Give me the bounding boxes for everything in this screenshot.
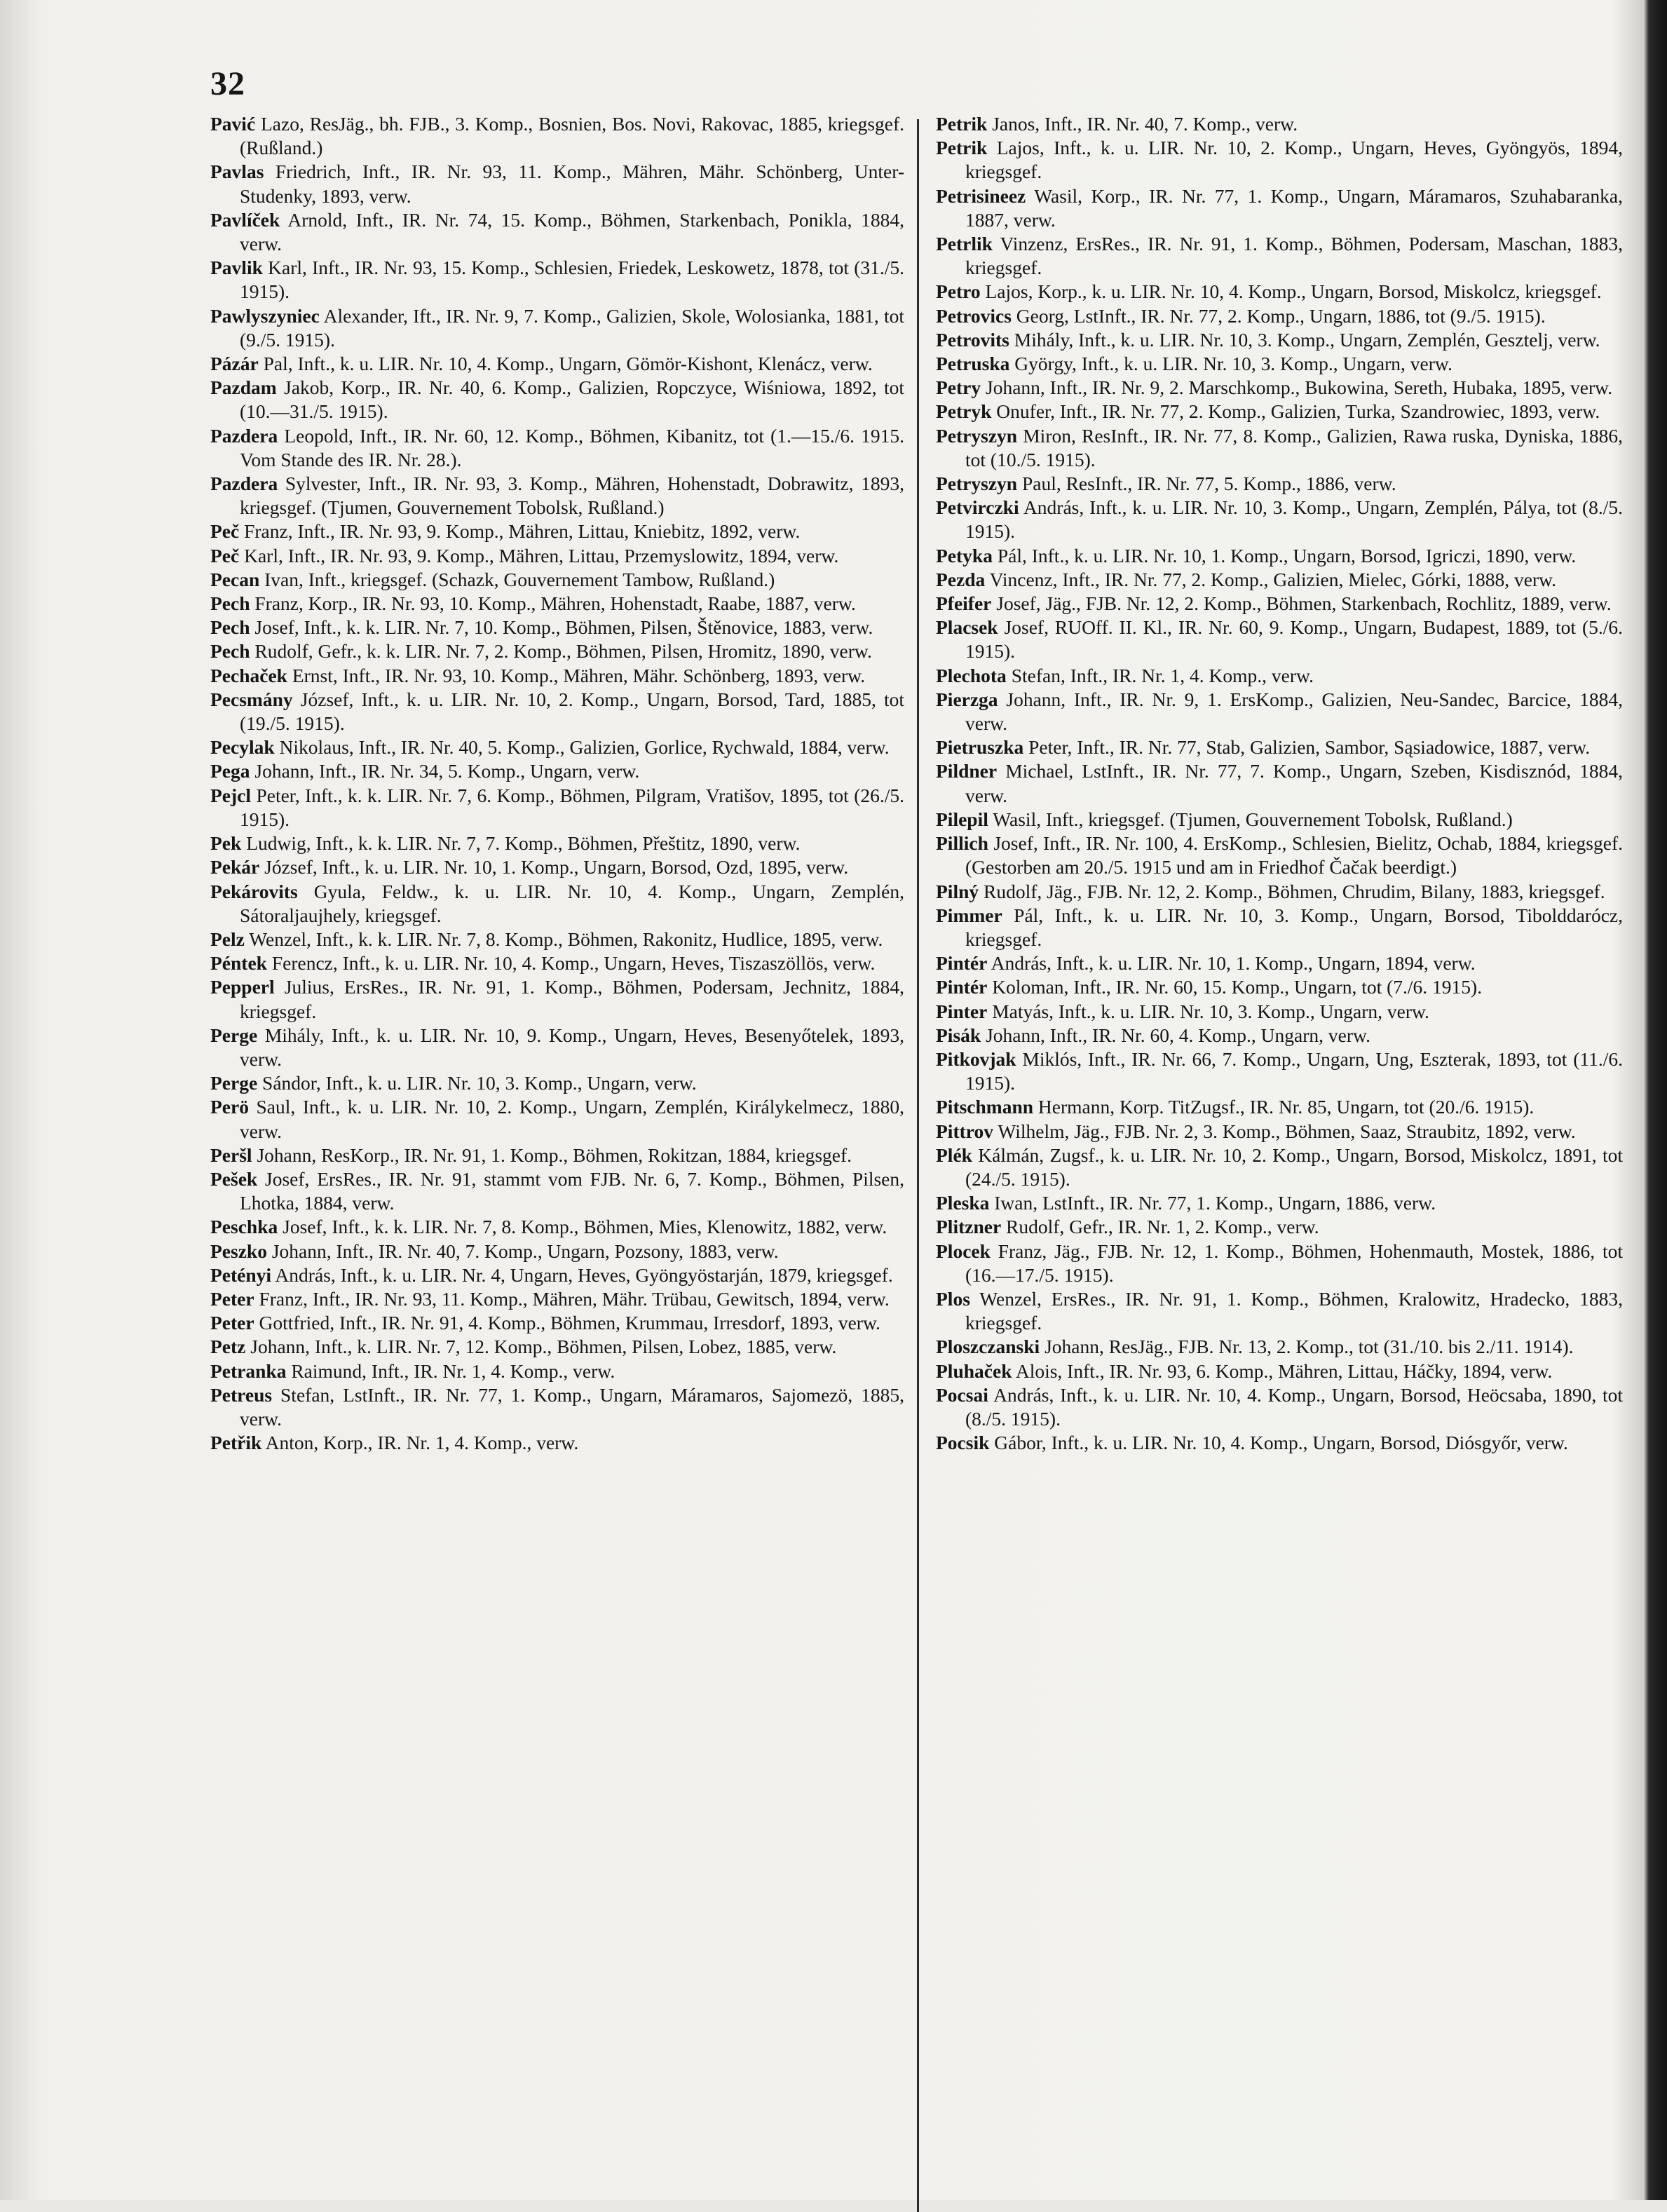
entry-details: Pal, Inft., k. u. LIR. Nr. 10, 4. Komp., Ungarn, Gömör-Kishont, Klenácz, verw. <box>263 353 873 375</box>
register-entry <box>936 904 1623 951</box>
entry-details: Saul, Inft., k. u. LIR. Nr. 10, 2. Komp., Ungarn, Zemplén, Királykelmecz, 1880, verw. <box>240 1096 905 1142</box>
entry-details: Georg, LstInft., IR. Nr. 77, 2. Komp., Ungarn, 1886, tot (9./5. 1915). <box>1016 304 1546 327</box>
entry-details: Karl, Inft., IR. Nr. 93, 15. Komp., Schlesien, Friedek, Leskowetz, 1878, tot (31./5. 1915). <box>240 257 905 303</box>
entry-details: Rudolf, Gefr., k. k. LIR. Nr. 7, 2. Komp., Böhmen, Pilsen, Hromitz, 1890, verw. <box>254 640 872 663</box>
entry-surname: Petz <box>210 1336 246 1358</box>
register-entry <box>936 352 1623 376</box>
entry-surname: Pinter <box>936 1000 988 1022</box>
entry-details: Vincenz, Inft., IR. Nr. 77, 2. Komp., Galizien, Mielec, Górki, 1888, verw. <box>989 568 1557 590</box>
entry-surname: Peč <box>210 520 240 543</box>
entry-surname: Petrovits <box>936 328 1009 351</box>
register-entry <box>210 1263 904 1287</box>
page-number: 32 <box>210 65 245 102</box>
entry-surname: Pecylak <box>210 736 275 759</box>
entry-details: Ernst, Inft., IR. Nr. 93, 10. Komp., Mähren, Mähr. Schönberg, 1893, verw. <box>292 664 866 686</box>
register-entry <box>210 520 904 543</box>
entry-details: András, Inft., k. u. LIR. Nr. 4, Ungarn, Heves, Gyöngyöstarján, 1879, kriegsgef. <box>275 1263 893 1286</box>
register-entry <box>936 184 1623 232</box>
entry-details: Alois, Inft., IR. Nr. 93, 6. Komp., Mähren, Littau, Háčky, 1894, verw. <box>1015 1359 1553 1382</box>
entry-surname: Pocsik <box>936 1432 990 1454</box>
register-entry <box>210 664 904 688</box>
entry-surname: Pavlíček <box>210 208 280 231</box>
register-entry <box>936 112 1623 136</box>
entry-details: Lajos, Inft., k. u. LIR. Nr. 10, 2. Komp., Ungarn, Heves, Gyöngyös, 1894, kriegsgef. <box>965 137 1624 183</box>
register-entry <box>210 784 904 832</box>
register-entry <box>936 376 1623 400</box>
entry-surname: Pittrov <box>936 1120 993 1142</box>
register-entry <box>210 951 904 975</box>
register-entry <box>210 1431 904 1455</box>
entry-details: Hermann, Korp. TitZugsf., IR. Nr. 85, Ungarn, tot (20./6. 1915). <box>1037 1096 1535 1118</box>
register-entry <box>210 1071 904 1095</box>
register-entry <box>936 1335 1623 1359</box>
entry-surname: Peršl <box>210 1144 252 1166</box>
register-entry <box>936 1383 1623 1431</box>
register-entry <box>210 639 904 663</box>
entry-details: György, Inft., k. u. LIR. Nr. 10, 3. Komp., Ungarn, verw. <box>1014 353 1452 375</box>
right-column <box>936 112 1623 1455</box>
entry-surname: Pocsai <box>936 1383 988 1406</box>
register-entry <box>210 1167 904 1215</box>
register-entry <box>210 1287 904 1311</box>
entry-surname: Peter <box>210 1312 254 1334</box>
entry-details: Ivan, Inft., kriegsgef. (Schazk, Gouvernement Tambow, Rußland.) <box>264 568 775 590</box>
entry-surname: Pech <box>210 616 250 639</box>
entry-surname: Petruska <box>936 353 1010 375</box>
entry-details: Nikolaus, Inft., IR. Nr. 40, 5. Komp., Galizien, Gorlice, Rychwald, 1884, verw. <box>279 736 890 759</box>
register-entry <box>210 688 904 735</box>
entry-details: Johann, Inft., IR. Nr. 40, 7. Komp., Ungarn, Pozsony, 1883, verw. <box>271 1240 779 1262</box>
entry-details: Johann, Inft., IR. Nr. 34, 5. Komp., Ungarn, verw. <box>254 760 640 782</box>
register-entry <box>936 832 1623 879</box>
entry-details: Josef, Inft., k. k. LIR. Nr. 7, 8. Komp., Böhmen, Mies, Klenowitz, 1882, verw. <box>283 1216 887 1238</box>
entry-details: Peter, Inft., k. k. LIR. Nr. 7, 6. Komp., Böhmen, Pilgram, Vratišov, 1895, tot (26./5. 1915). <box>240 784 904 830</box>
entry-surname: Petrovics <box>936 304 1012 327</box>
entry-surname: Petrisineez <box>936 184 1026 207</box>
register-entry <box>210 592 904 616</box>
entry-surname: Pilný <box>936 880 979 902</box>
register-entry <box>936 592 1623 616</box>
entry-details: Johann, Inft., IR. Nr. 9, 1. ErsKomp., Galizien, Neu-Sandec, Barcice, 1884, verw. <box>965 688 1623 735</box>
register-entry <box>936 1047 1623 1095</box>
entry-surname: Pleska <box>936 1192 990 1214</box>
entry-surname: Peter <box>210 1287 254 1310</box>
entry-details: Raimund, Inft., IR. Nr. 1, 4. Komp., verw. <box>291 1359 615 1382</box>
entry-surname: Petrlik <box>936 233 993 255</box>
entry-details: Mihály, Inft., k. u. LIR. Nr. 10, 3. Komp., Ungarn, Zemplén, Gesztelj, verw. <box>1014 328 1600 351</box>
entry-surname: Petényi <box>210 1263 272 1286</box>
register-entry <box>936 232 1623 280</box>
entry-surname: Pázár <box>210 353 259 375</box>
entry-surname: Perge <box>210 1072 258 1094</box>
entry-details: Koloman, Inft., IR. Nr. 60, 15. Komp., Ungarn, tot (7./6. 1915). <box>992 976 1483 998</box>
entry-details: Michael, LstInft., IR. Nr. 77, 7. Komp., Ungarn, Szeben, Kisdisznód, 1884, verw. <box>965 760 1623 806</box>
entry-surname: Pintér <box>936 952 988 975</box>
register-entry <box>210 1215 904 1239</box>
register-entry <box>210 1335 904 1359</box>
register-entry <box>210 975 904 1023</box>
entry-details: Julius, ErsRes., IR. Nr. 91, 1. Komp., Böhmen, Podersam, Jechnitz, 1884, kriegsgef. <box>240 976 904 1022</box>
entry-surname: Pillich <box>936 832 988 855</box>
register-entry <box>936 664 1623 688</box>
entry-details: Sándor, Inft., k. u. LIR. Nr. 10, 3. Komp., Ungarn, verw. <box>262 1072 697 1094</box>
entry-surname: Perge <box>210 1024 258 1046</box>
entry-surname: Petrik <box>936 113 988 135</box>
entry-details: Matyás, Inft., k. u. LIR. Nr. 10, 3. Komp., Ungarn, verw. <box>992 1000 1429 1022</box>
entry-details: Gyula, Feldw., k. u. LIR. Nr. 10, 4. Komp., Ungarn, Zemplén, Sátoraljaujhely, kriegsgef. <box>240 880 905 926</box>
entry-surname: Pitschmann <box>936 1096 1034 1118</box>
entry-details: József, Inft., k. u. LIR. Nr. 10, 1. Komp., Ungarn, Borsod, Ozd, 1895, verw. <box>264 856 849 878</box>
entry-surname: Petro <box>936 280 981 303</box>
entry-surname: Pietruszka <box>936 736 1024 759</box>
register-entry <box>936 688 1623 735</box>
entry-surname: Petyka <box>936 544 993 566</box>
register-entry <box>936 1359 1623 1383</box>
entry-surname: Pezda <box>936 568 986 590</box>
entry-details: Wilhelm, Jäg., FJB. Nr. 2, 3. Komp., Böhmen, Saaz, Straubitz, 1892, verw. <box>998 1120 1576 1142</box>
entry-surname: Plitzner <box>936 1216 1002 1238</box>
register-entry <box>936 424 1623 472</box>
register-entry <box>936 1024 1623 1047</box>
entry-surname: Pecan <box>210 568 260 590</box>
entry-surname: Pech <box>210 640 250 663</box>
entry-surname: Pintér <box>936 976 988 998</box>
register-entry <box>936 1000 1623 1024</box>
entry-details: Wenzel, ErsRes., IR. Nr. 91, 1. Komp., Böhmen, Kralowitz, Hradecko, 1883, kriegsgef. <box>965 1287 1623 1334</box>
entry-details: Jakob, Korp., IR. Nr. 40, 6. Komp., Galizien, Ropczyce, Wiśniowa, 1892, tot (10.—31./5. 1915). <box>240 376 905 423</box>
register-entry <box>210 1095 904 1143</box>
entry-surname: Pitkovjak <box>936 1047 1016 1070</box>
register-entry <box>936 328 1623 352</box>
register-entry <box>210 352 904 376</box>
register-entry <box>936 951 1623 975</box>
entry-surname: Pavlik <box>210 257 263 279</box>
register-entry <box>210 304 904 352</box>
entry-details: Stefan, LstInft., IR. Nr. 77, 1. Komp., Ungarn, Máramaros, Sajomezö, 1885, verw. <box>240 1383 904 1430</box>
register-entry <box>936 1431 1623 1455</box>
register-entry <box>936 1191 1623 1215</box>
entry-details: Onufer, Inft., IR. Nr. 77, 2. Komp., Galizien, Turka, Szandrowiec, 1893, verw. <box>996 400 1600 423</box>
entry-details: Leopold, Inft., IR. Nr. 60, 12. Komp., Böhmen, Kibanitz, tot (1.—15./6. 1915. Vom Stande des IR. Nr. 28.). <box>240 424 905 470</box>
entry-surname: Pech <box>210 592 250 615</box>
entry-surname: Pejcl <box>210 784 252 806</box>
entry-surname: Pfeifer <box>936 592 992 615</box>
entry-surname: Peszko <box>210 1240 267 1262</box>
entry-surname: Petryszyn <box>936 424 1018 447</box>
register-entry <box>936 304 1623 328</box>
entry-details: Miron, ResInft., IR. Nr. 77, 8. Komp., Galizien, Rawa ruska, Dyniska, 1886, tot (10./5. 1915). <box>965 424 1623 470</box>
register-entry <box>936 1120 1623 1144</box>
register-entry <box>936 975 1623 999</box>
entry-surname: Pechaček <box>210 664 287 686</box>
entry-surname: Pimmer <box>936 904 1002 926</box>
entry-details: Josef, Inft., k. k. LIR. Nr. 7, 10. Komp., Böhmen, Pilsen, Štěnovice, 1883, verw. <box>254 616 873 639</box>
register-entry <box>210 880 904 928</box>
entry-details: Friedrich, Inft., IR. Nr. 93, 11. Komp., Mähren, Mähr. Schönberg, Unter-Studenky, 1893, verw. <box>240 161 904 207</box>
register-entry <box>210 855 904 879</box>
entry-details: Johann, Inft., IR. Nr. 60, 4. Komp., Ungarn, verw. <box>986 1024 1370 1046</box>
register-entry <box>936 1095 1623 1119</box>
entry-details: Johann, Inft., IR. Nr. 9, 2. Marschkomp., Bukowina, Sereth, Hubaka, 1895, verw. <box>986 376 1613 399</box>
register-entry <box>936 735 1623 759</box>
register-entry <box>936 1144 1623 1191</box>
entry-details: Ludwig, Inft., k. k. LIR. Nr. 7, 7. Komp., Böhmen, Přeštitz, 1890, verw. <box>246 832 801 855</box>
entry-details: Wasil, Inft., kriegsgef. (Tjumen, Gouvernement Tobolsk, Rußland.) <box>993 808 1513 830</box>
entry-details: Gábor, Inft., k. u. LIR. Nr. 10, 4. Komp., Ungarn, Borsod, Diósgyőr, verw. <box>994 1432 1568 1454</box>
entry-details: Pál, Inft., k. u. LIR. Nr. 10, 3. Komp., Ungarn, Borsod, Tibolddarócz, kriegsgef. <box>965 904 1624 950</box>
entry-details: Ferencz, Inft., k. u. LIR. Nr. 10, 4. Komp., Ungarn, Heves, Tiszaszöllös, verw. <box>271 952 876 975</box>
entry-surname: Petry <box>936 376 981 399</box>
entry-details: Miklós, Inft., IR. Nr. 66, 7. Komp., Ungarn, Ung, Eszterak, 1893, tot (11./6. 1915). <box>965 1047 1623 1094</box>
entry-surname: Pekár <box>210 856 260 878</box>
register-entry <box>936 496 1623 543</box>
entry-surname: Petreus <box>210 1383 273 1406</box>
column-divider <box>917 119 919 2212</box>
entry-surname: Pazdam <box>210 376 277 399</box>
entry-surname: Petřik <box>210 1432 262 1454</box>
register-entry <box>210 208 904 256</box>
entry-details: Franz, Inft., IR. Nr. 93, 9. Komp., Mähren, Littau, Kniebitz, 1892, verw. <box>244 520 801 543</box>
entry-details: Lazo, ResJäg., bh. FJB., 3. Komp., Bosnien, Bos. Novi, Rakovac, 1885, kriegsgef. (Rußland.) <box>240 113 905 159</box>
register-entry <box>210 832 904 855</box>
entry-details: Karl, Inft., IR. Nr. 93, 9. Komp., Mähren, Littau, Przemyslowitz, 1894, verw. <box>244 544 839 566</box>
entry-details: Lajos, Korp., k. u. LIR. Nr. 10, 4. Komp., Ungarn, Borsod, Miskolcz, kriegsgef. <box>985 280 1602 303</box>
register-entry <box>210 472 904 520</box>
entry-surname: Pek <box>210 832 242 855</box>
entry-surname: Peschka <box>210 1216 278 1238</box>
register-entry <box>210 735 904 759</box>
entry-surname: Placsek <box>936 616 998 639</box>
entry-details: Arnold, Inft., IR. Nr. 74, 15. Komp., Böhmen, Starkenbach, Ponikla, 1884, verw. <box>240 208 904 255</box>
entry-details: Gottfried, Inft., IR. Nr. 91, 4. Komp., Böhmen, Krummau, Irresdorf, 1893, verw. <box>259 1312 880 1334</box>
entry-surname: Pecsmány <box>210 688 293 710</box>
register-entry <box>210 1024 904 1071</box>
entry-surname: Plechota <box>936 664 1007 686</box>
entry-details: Alexander, Ift., IR. Nr. 9, 7. Komp., Galizien, Skole, Wolosianka, 1881, tot (9./5. 1915). <box>240 304 905 351</box>
register-entry <box>210 1144 904 1167</box>
entry-surname: Plék <box>936 1144 972 1166</box>
entry-surname: Pavlas <box>210 161 264 183</box>
left-column <box>210 112 904 1455</box>
entry-details: Johann, Inft., k. LIR. Nr. 7, 12. Komp., Böhmen, Pilsen, Lobez, 1885, verw. <box>250 1336 837 1358</box>
entry-surname: Pešek <box>210 1167 258 1190</box>
entry-surname: Ploszczanski <box>936 1336 1040 1358</box>
entry-surname: Peč <box>210 544 240 566</box>
register-entry <box>936 616 1623 663</box>
entry-details: Johann, ResKorp., IR. Nr. 91, 1. Komp., Böhmen, Rokitzan, 1884, kriegsgef. <box>257 1144 852 1166</box>
entry-surname: Petranka <box>210 1359 287 1382</box>
entry-surname: Pazdera <box>210 473 278 495</box>
register-entry <box>936 544 1623 568</box>
entry-details: Franz, Inft., IR. Nr. 93, 11. Komp., Mähren, Mähr. Trübau, Gewitsch, 1894, verw. <box>259 1287 890 1310</box>
register-entry <box>936 136 1623 184</box>
entry-surname: Pawlyszyniec <box>210 304 320 327</box>
entry-surname: Pildner <box>936 760 998 782</box>
entry-details: András, Inft., k. u. LIR. Nr. 10, 1. Komp., Ungarn, 1894, verw. <box>991 952 1476 975</box>
register-entry <box>936 759 1623 807</box>
entry-surname: Pazdera <box>210 424 278 447</box>
entry-surname: Péntek <box>210 952 267 975</box>
register-entry <box>210 1311 904 1335</box>
entry-details: András, Inft., k. u. LIR. Nr. 10, 3. Komp., Ungarn, Zemplén, Pálya, tot (8./5. 1915). <box>965 496 1623 543</box>
register-entry <box>210 1383 904 1431</box>
entry-surname: Petryszyn <box>936 473 1018 495</box>
entry-details: Josef, ErsRes., IR. Nr. 91, stammt vom FJB. Nr. 6, 7. Komp., Böhmen, Pilsen, Lhotka, 1884, verw. <box>240 1167 905 1214</box>
register-entry <box>210 1240 904 1263</box>
entry-details: József, Inft., k. u. LIR. Nr. 10, 2. Komp., Ungarn, Borsod, Tard, 1885, tot (19./5. 1915). <box>240 688 904 735</box>
register-entry <box>936 400 1623 423</box>
register-entry <box>210 1359 904 1383</box>
entry-surname: Pelz <box>210 928 245 950</box>
register-entry <box>210 112 904 160</box>
entry-surname: Pierzga <box>936 688 998 710</box>
entry-surname: Pega <box>210 760 250 782</box>
register-entry <box>936 880 1623 904</box>
entry-details: Josef, RUOff. II. Kl., IR. Nr. 60, 9. Komp., Ungarn, Budapest, 1889, tot (5./6. 1915). <box>965 616 1623 663</box>
register-entry <box>936 1240 1623 1287</box>
entry-details: Peter, Inft., IR. Nr. 77, Stab, Galizien, Sambor, Sąsiadowice, 1887, verw. <box>1028 736 1591 759</box>
entry-details: Franz, Korp., IR. Nr. 93, 10. Komp., Mähren, Hohenstadt, Raabe, 1887, verw. <box>254 592 856 615</box>
entry-details: Wenzel, Inft., k. k. LIR. Nr. 7, 8. Komp., Böhmen, Rakonitz, Hudlice, 1895, verw. <box>249 928 883 950</box>
entry-details: Wasil, Korp., IR. Nr. 77, 1. Komp., Ungarn, Máramaros, Szuhabaranka, 1887, verw. <box>965 184 1623 231</box>
register-entry <box>936 808 1623 832</box>
entry-details: Josef, Inft., IR. Nr. 100, 4. ErsKomp., Schlesien, Bielitz, Ochab, 1884, kriegsgef. (Gestorben am 20./5. 1915 und am in Friedhof Čačak beerdigt.) <box>965 832 1623 878</box>
register-entry <box>936 280 1623 304</box>
entry-surname: Pavić <box>210 113 256 135</box>
entry-details: Stefan, Inft., IR. Nr. 1, 4. Komp., verw. <box>1011 664 1314 686</box>
entry-details: Kálmán, Zugsf., k. u. LIR. Nr. 10, 2. Komp., Ungarn, Borsod, Miskolcz, 1891, tot (24./5. 1915). <box>965 1144 1624 1190</box>
register-entry <box>210 928 904 951</box>
entry-details: Paul, ResInft., IR. Nr. 77, 5. Komp., 1886, verw. <box>1021 473 1396 495</box>
entry-details: András, Inft., k. u. LIR. Nr. 10, 4. Komp., Ungarn, Borsod, Heöcsaba, 1890, tot (8./5. 1915). <box>965 1383 1623 1430</box>
register-entry <box>936 1215 1623 1239</box>
entry-surname: Pilepil <box>936 808 988 830</box>
entry-surname: Pekárovits <box>210 880 298 902</box>
entry-surname: Perö <box>210 1096 249 1118</box>
entry-details: Iwan, LstInft., IR. Nr. 77, 1. Komp., Ungarn, 1886, verw. <box>994 1192 1436 1214</box>
entry-details: Pál, Inft., k. u. LIR. Nr. 10, 1. Komp., Ungarn, Borsod, Igriczi, 1890, verw. <box>997 544 1577 566</box>
register-entry <box>936 472 1623 496</box>
entry-surname: Petvirczki <box>936 496 1019 519</box>
entry-details: Vinzenz, ErsRes., IR. Nr. 91, 1. Komp., Böhmen, Podersam, Maschan, 1883, kriegsgef. <box>965 233 1623 279</box>
register-entry <box>210 759 904 783</box>
register-entry <box>210 424 904 472</box>
entry-surname: Plos <box>936 1287 970 1310</box>
entry-details: Rudolf, Jäg., FJB. Nr. 12, 2. Komp., Böhmen, Chrudim, Bilany, 1883, kriegsgef. <box>984 880 1605 902</box>
entry-surname: Pepperl <box>210 976 275 998</box>
entry-details: Josef, Jäg., FJB. Nr. 12, 2. Komp., Böhmen, Starkenbach, Rochlitz, 1889, verw. <box>996 592 1612 615</box>
entry-details: Mihály, Inft., k. u. LIR. Nr. 10, 9. Komp., Ungarn, Heves, Besenyőtelek, 1893, verw. <box>240 1024 904 1070</box>
entry-details: Anton, Korp., IR. Nr. 1, 4. Komp., verw. <box>265 1432 579 1454</box>
entry-surname: Pisák <box>936 1024 981 1046</box>
register-entry <box>936 568 1623 592</box>
entry-surname: Plocek <box>936 1240 991 1262</box>
entry-surname: Pluhaček <box>936 1359 1012 1382</box>
entry-details: Franz, Jäg., FJB. Nr. 12, 1. Komp., Böhmen, Hohenmauth, Mostek, 1886, tot (16.—17./5. 1915). <box>965 1240 1623 1286</box>
entry-details: Janos, Inft., IR. Nr. 40, 7. Komp., verw. <box>992 113 1298 135</box>
register-entry <box>210 376 904 423</box>
entry-details: Johann, ResJäg., FJB. Nr. 13, 2. Komp., tot (31./10. bis 2./11. 1914). <box>1045 1336 1574 1358</box>
entry-details: Rudolf, Gefr., IR. Nr. 1, 2. Komp., verw. <box>1006 1216 1319 1238</box>
register-entry <box>210 544 904 568</box>
register-entry <box>936 1287 1623 1335</box>
entry-surname: Petryk <box>936 400 992 423</box>
register-entry <box>210 616 904 639</box>
entry-details: Sylvester, Inft., IR. Nr. 93, 3. Komp., Mähren, Hohenstadt, Dobrawitz, 1893, kriegsgef. (Tjumen, Gouvernement Tobolsk, Rußland.) <box>240 473 905 519</box>
register-entry <box>210 160 904 208</box>
register-entry <box>210 568 904 592</box>
entry-surname: Petrik <box>936 137 988 159</box>
register-entry <box>210 256 904 304</box>
